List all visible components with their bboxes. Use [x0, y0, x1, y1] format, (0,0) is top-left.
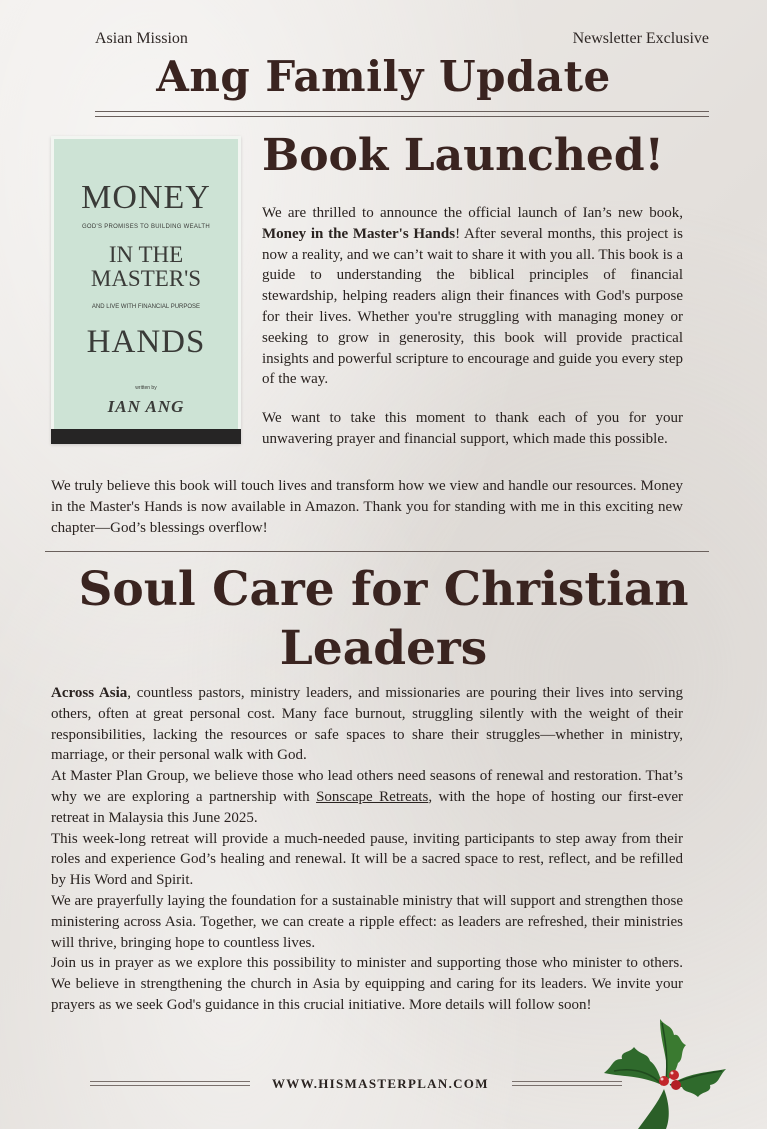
page-title: Ang Family Update [156, 52, 611, 101]
soul-care-body [51, 683, 683, 1016]
book-cover-title-hands: HANDS [86, 324, 206, 360]
header-right-label: Newsletter Exclusive [572, 30, 709, 47]
soul-care-paragraph-1-text: , countless pastors, ministry leaders, and missionaries are pouring their lives into serving others, often at great personal cost. Many face burnout, struggling silently with the weight of their responsibilities, lacking the resources or safe spaces to share their struggles—whether in ministry, marriage, or their personal walk with God. [51, 685, 684, 764]
soul-care-paragraph-2-b: , with the hope of hosting our first-ever retreat in Malaysia this June 2025. [51, 788, 683, 826]
section-heading-book: Book Launched! [262, 130, 664, 181]
holly-icon [600, 1015, 730, 1129]
book-cover-band [51, 429, 241, 444]
soul-care-paragraph-4: We are prayerfully laying the foundation for a sustainable ministry that will support and strengthen those ministering across Asia. Together, we can create a ripple effect: as leaders are refreshed, their ministries will thrive, bringing hope to countless lives. [51, 892, 683, 951]
section-divider [45, 551, 709, 552]
book-paragraph-1-b: ! After several months, this project is now a reality, and we can’t wait to share it with you all. This book is a guide to understanding the biblical principles of financial stewardship, helping readers align their finances with God's purpose for their lives. Whether you're struggling with managing money or seeking to grow in generosity, this book will provide practical insights and powerful scripture to encourage and guide you every step of the way. [262, 225, 683, 388]
book-cover-subtitle-1: GOD'S PROMISES TO BUILDING WEALTH [81, 224, 211, 230]
book-cover-title-middle [54, 243, 238, 291]
book-cover-title-in-the: IN THE [108, 242, 184, 267]
book-cover-image [51, 136, 241, 444]
book-cover-subtitle-2: AND LIVE WITH FINANCIAL PURPOSE [91, 304, 201, 310]
sonscape-retreats-link[interactable]: Sonscape Retreats [316, 788, 429, 805]
across-asia-bold: Across Asia [51, 685, 128, 701]
soul-care-paragraph-1 [51, 683, 683, 766]
section-heading-soul-care-line1: Soul Care for Christian [78, 562, 689, 617]
section-heading-soul-care-line2: Leaders [279, 621, 488, 676]
book-paragraph-3: We truly believe this book will touch lives and transform how we view and handle our resources. Money in the Master's Hands is now available in Amazon. Thank you for standing with me in this exciting new chapter—God’s blessings overflow! [51, 478, 683, 536]
book-cover-title-money: MONEY [81, 179, 211, 216]
book-paragraph-2: We want to take this moment to thank each of you for your unwavering prayer and financial support, which made this possible. [262, 410, 683, 447]
footer-website-link[interactable]: WWW.HISMASTERPLAN.COM [272, 1076, 489, 1091]
book-paragraph-1 [262, 203, 683, 390]
book-cover-written-by: written by [135, 385, 157, 391]
section-heading-soul-care [0, 560, 767, 678]
footer-rule-left [90, 1081, 250, 1086]
soul-care-paragraph-2 [51, 766, 683, 828]
book-title-bold: Money in the Master's Hands [262, 225, 456, 242]
soul-care-paragraph-3: This week-long retreat will provide a much-needed pause, inviting participants to step away from their roles and experience God’s healing and renewal. It will be a sacred space to rest, reflect, and be refilled by His Word and Spirit. [51, 830, 683, 889]
title-divider [95, 111, 709, 117]
header-left-label: Asian Mission [95, 30, 188, 47]
soul-care-paragraph-5: Join us in prayer as we explore this possibility to minister and supporting those who minister to others. We believe in strengthening the church in Asia by equipping and caring for its leaders. We invite your prayers as we seek God's guidance in this crucial initiative. More details will follow soon! [51, 955, 683, 1013]
book-cover-title-masters: MASTER'S [90, 266, 202, 291]
book-cover-author: IAN ANG [107, 397, 185, 416]
soul-care-paragraph-2-a: At Master Plan Group, we believe those who lead others need seasons of renewal and restoration. That’s why we are exploring a partnership with [51, 768, 683, 805]
book-paragraph-1-a: We are thrilled to announce the official launch of Ian’s new book, [262, 205, 683, 221]
